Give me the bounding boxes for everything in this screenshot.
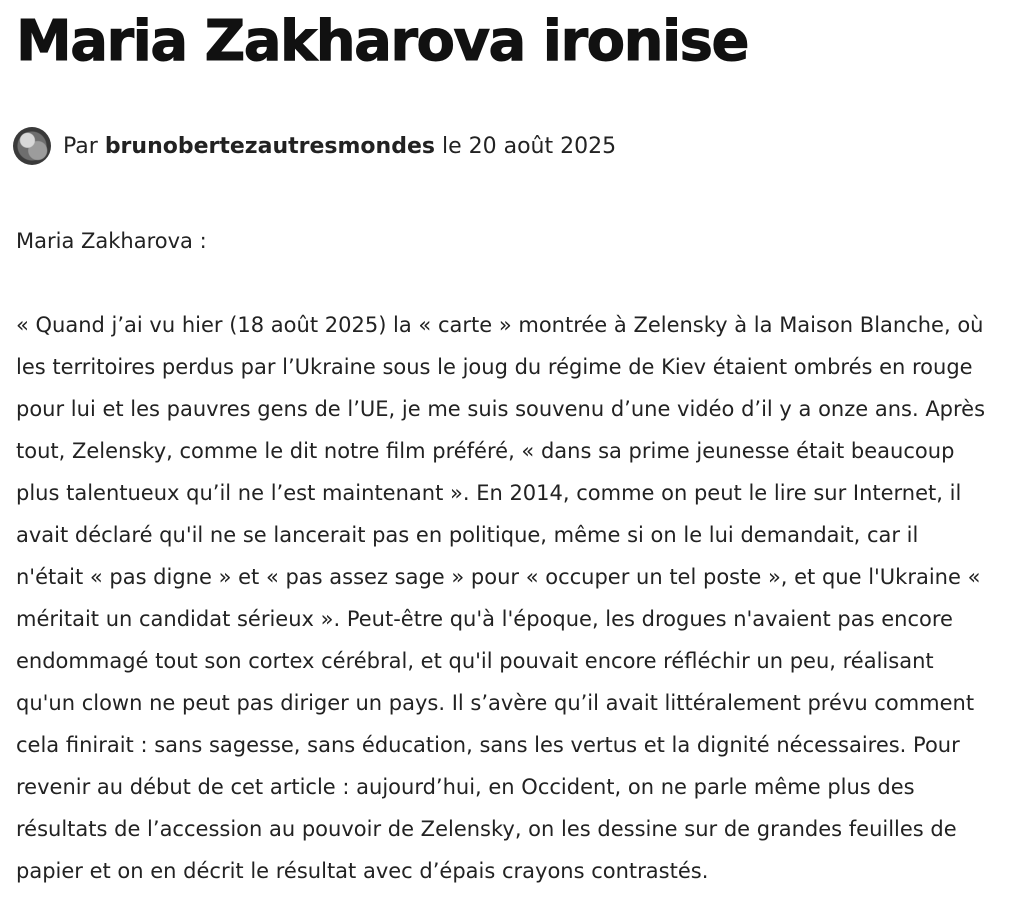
author-avatar-icon[interactable] [13, 127, 51, 165]
quote-line: revenir au début de cet article : aujourd’hui, en Occident, on ne parle même plus des [16, 775, 915, 799]
quote-line: les territoires perdus par l’Ukraine sous le joug du régime de Kiev étaient ombrés en rouge [16, 355, 973, 379]
quote-line: papier et on en décrit le résultat avec d’épais crayons contrastés. [16, 859, 709, 883]
byline [13, 126, 616, 166]
quote-paragraph [16, 304, 1016, 892]
quote-line: tout, Zelensky, comme le dit notre film préféré, « dans sa prime jeunesse était beaucoup [16, 439, 955, 463]
quote-line: pour lui et les pauvres gens de l’UE, je me suis souvenu d’une vidéo d’il y a onze ans. Après [16, 397, 986, 421]
quote-line: avait déclaré qu'il ne se lancerait pas en politique, même si on le lui demandait, car il [16, 523, 919, 547]
article-title: Maria Zakharova ironise [16, 9, 748, 74]
quote-line: endommagé tout son cortex cérébral, et qu'il pouvait encore réfléchir un peu, réalisant [16, 649, 934, 673]
intro-paragraph: Maria Zakharova : [16, 229, 207, 253]
quote-line: n'était « pas digne » et « pas assez sage » pour « occuper un tel poste », et que l'Ukraine « [16, 565, 981, 589]
quote-line: plus talentueux qu’il ne l’est maintenant ». En 2014, comme on peut le lire sur Internet, il [16, 481, 962, 505]
article-body [16, 220, 1016, 892]
quote-line: cela finirait : sans sagesse, sans éducation, sans les vertus et la dignité nécessaires. Pour [16, 733, 960, 757]
publish-date: le 20 août 2025 [441, 133, 617, 159]
quote-line: méritait un candidat sérieux ». Peut-être qu'à l'époque, les drogues n'avaient pas encore [16, 607, 953, 631]
author-link[interactable]: brunobertezautresmondes [104, 133, 435, 159]
quote-line: résultats de l’accession au pouvoir de Zelensky, on les dessine sur de grandes feuilles de [16, 817, 957, 841]
quote-line: qu'un clown ne peut pas diriger un pays. Il s’avère qu’il avait littéralement prévu comment [16, 691, 975, 715]
quote-line: « Quand j’ai vu hier (18 août 2025) la « carte » montrée à Zelensky à la Maison Blanche, où [16, 313, 984, 337]
byline-prefix: Par [63, 133, 98, 159]
